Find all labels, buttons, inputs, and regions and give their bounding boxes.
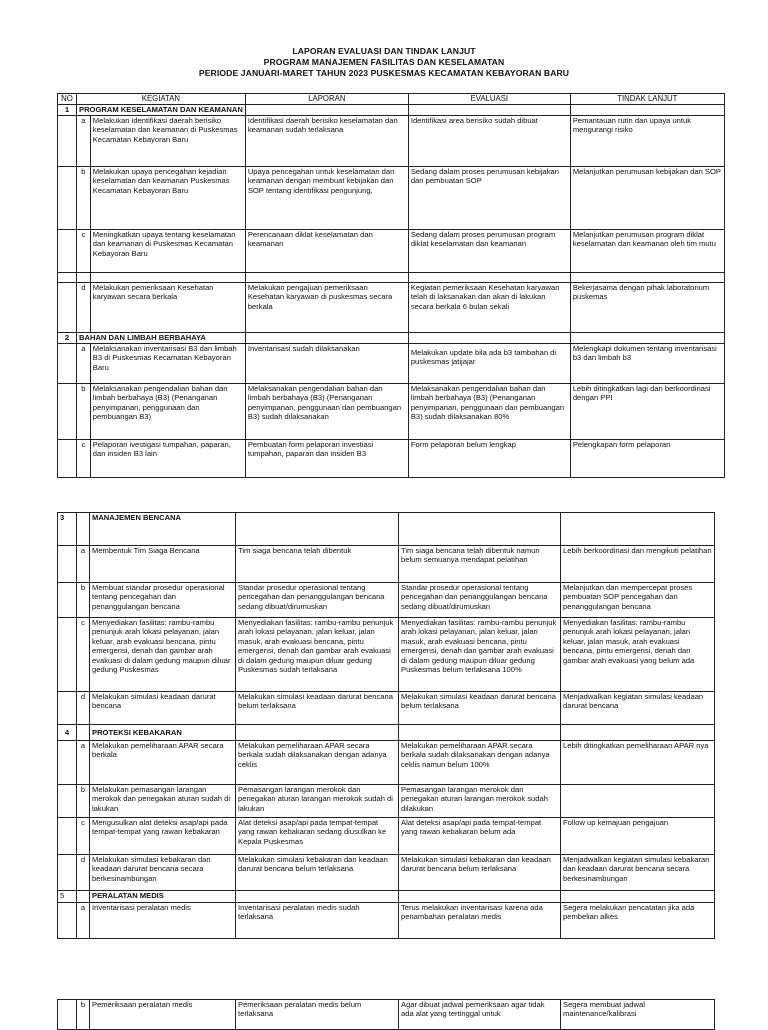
empty-cell	[561, 725, 715, 741]
empty-cell	[58, 273, 77, 283]
table-header-row	[58, 94, 725, 105]
header-evaluasi: EVALUASI	[408, 94, 570, 105]
row-letter: b	[77, 167, 91, 230]
section-title: BAHAN DAN LIMBAH BERBAHAYA	[77, 333, 246, 344]
cell-tindak-lanjut: Menyediakan fasilitas: rambu-rambu penunjuk arah lokasi pelayanan, jalan keluar, jalan masuk, arah evakuasi bencana, pintu emergensi, denah dan gambar arah evakuasi yang belum ada	[561, 618, 715, 692]
section-number: 5	[58, 891, 77, 903]
table-row	[58, 583, 715, 618]
cell-evaluasi: Alat deteksi asap/api pada tempat-tempat yang rawan kebakaran belum ada	[399, 818, 561, 855]
row-letter: a	[77, 546, 90, 583]
empty-cell	[58, 230, 77, 273]
title-line-1: LAPORAN EVALUASI DAN TINDAK LANJUT	[292, 46, 476, 56]
empty-cell	[58, 167, 77, 230]
empty-cell	[58, 855, 77, 891]
cell-laporan: Pemeriksaan peralatan medis belum terlaksana	[236, 1000, 399, 1030]
empty-cell	[408, 273, 570, 283]
empty-cell	[58, 785, 77, 818]
report-table-part-1	[57, 93, 725, 478]
row-letter: b	[77, 785, 90, 818]
empty-cell	[77, 891, 90, 903]
cell-tindak-lanjut: Pemantauan rutin dan upaya untuk mengurangi risiko	[570, 116, 724, 167]
cell-kegiatan: Melakukan simulasi kebakaran dan keadaan darurat bencana secara berkesinambungan	[90, 855, 236, 891]
cell-laporan: Perencanaan diklat keselamatan dan keamanan	[245, 230, 408, 273]
cell-kegiatan: Pelaporan ivestigasi tumpahan, paparan, dan insiden B3 lain	[90, 440, 245, 478]
cell-evaluasi: Terus melakukan inventarisasi karena ada penambahan peralatan medis	[399, 903, 561, 939]
section-number: 2	[58, 333, 77, 344]
empty-cell	[399, 891, 561, 903]
cell-evaluasi: Menyediakan fasilitas: rambu-rambu penunjuk arah lokasi pelayanan, jalan keluar, jalan masuk, arah evakuasi bencana, pintu emergensi, denah dan gambar arah evakuasi di dalam gedung maupun diluar gedung Puskesmas belum terlaksana 100%	[399, 618, 561, 692]
cell-kegiatan: Inventarisasi peralatan medis	[90, 903, 236, 939]
cell-laporan: Standar prosedur operasional tentang pencegahan dan penanggulangan bencana sedang dibuat/dirumuskan	[236, 583, 399, 618]
cell-tindak-lanjut: Follow up kemajuan pengajuan	[561, 818, 715, 855]
cell-laporan: Upaya pencegahan untuk keselamatan dan keamanan dengan membuat kebijakan dan SOP tentang identifikasi pengunjung,	[245, 167, 408, 230]
title-line-3: PERIODE JANUARI-MARET TAHUN 2023 PUSKESMAS KECAMATAN KEBAYORAN BARU	[198, 68, 570, 78]
row-letter: b	[77, 384, 91, 440]
cell-laporan: Melakukan simulasi kebakaran dan keadaan darurat bencana belum terlaksana	[236, 855, 399, 891]
table-row	[58, 116, 725, 167]
cell-tindak-lanjut: Melengkapi dokumen tentang inventarisasi b3 dan limbah b3	[570, 344, 724, 384]
cell-laporan: Tim siaga bencana telah dibentuk	[236, 546, 399, 583]
cell-kegiatan: Membentuk Tim Siaga Bencana	[90, 546, 236, 583]
section-row	[58, 891, 715, 903]
row-letter: d	[77, 283, 91, 333]
empty-cell	[58, 903, 77, 939]
table-row	[58, 741, 715, 785]
section-number: 4	[58, 725, 77, 741]
cell-evaluasi: Melakukan simulasi keadaan darurat bencana belum terlaksana	[399, 692, 561, 725]
cell-laporan: Pemasangan larangan merokok dan penegakan aturan larangan merokok sudah di lakukan	[236, 785, 399, 818]
empty-cell	[561, 513, 715, 546]
table-row	[58, 167, 725, 230]
table-row	[58, 1000, 715, 1030]
cell-kegiatan: Melakukan pemasangan larangan merokok dan penegakan aturan sudah di lakukan	[90, 785, 236, 818]
row-letter: d	[77, 692, 90, 725]
empty-cell	[58, 1000, 77, 1030]
cell-evaluasi: Melakukan pemeliharaan APAR secara berkala sudah dilaksanakan dengan adanya ceklis namun belum 100%	[399, 741, 561, 785]
section-title: PROTEKSI KEBAKARAN	[90, 725, 236, 741]
section-row	[58, 725, 715, 741]
row-letter: a	[77, 344, 91, 384]
cell-evaluasi: Pemasangan larangan merokok dan penegakan aturan larangan merokok sudah dilakukan	[399, 785, 561, 818]
cell-evaluasi: Identifikasi area berisiko sudah dibuat	[408, 116, 570, 167]
row-letter: a	[77, 741, 90, 785]
cell-tindak-lanjut: Menjadwalkan kegiatan simulasi kebakaran dan keadaan darurat bencana secara berkesinambungan	[561, 855, 715, 891]
cell-tindak-lanjut	[561, 785, 715, 818]
cell-evaluasi: Melakukan update bila ada b3 tambahan di puskesmas jatijajar	[408, 344, 570, 384]
empty-cell	[58, 440, 77, 478]
empty-cell	[236, 513, 399, 546]
empty-cell	[58, 116, 77, 167]
row-letter: c	[77, 618, 90, 692]
section-number: 1	[58, 105, 77, 116]
section-title: PERALATAN MEDIS	[90, 891, 236, 903]
cell-evaluasi: Melakukan simulasi kebakaran dan keadaan darurat bencana belum terlaksana	[399, 855, 561, 891]
table-row	[58, 384, 725, 440]
empty-cell	[58, 741, 77, 785]
section-title: MANAJEMEN BENCANA	[90, 513, 236, 546]
cell-tindak-lanjut: Menjadwalkan kegiatan simulasi keadaan darurat bencana	[561, 692, 715, 725]
cell-laporan: Identifikasi daerah berisiko keselamatan dan keamanan sudah terlaksana	[245, 116, 408, 167]
table-row	[58, 618, 715, 692]
report-table-part-2	[57, 512, 715, 939]
cell-tindak-lanjut: Segera melakukan pencatatan jika ada pembelian alkes	[561, 903, 715, 939]
table-row	[58, 546, 715, 583]
row-letter: b	[77, 1000, 90, 1030]
header-no: NO	[58, 94, 77, 105]
cell-laporan: Alat deteksi asap/api pada tempat-tempat yang rawan kebakaran sedang diusulkan ke Kepala Puskesmas	[236, 818, 399, 855]
header-kegiatan: KEGIATAN	[77, 94, 246, 105]
empty-cell	[90, 273, 245, 283]
table-row	[58, 903, 715, 939]
empty-cell	[58, 618, 77, 692]
cell-tindak-lanjut: Pelengkapan form pelaporan	[570, 440, 724, 478]
table-row	[58, 785, 715, 818]
cell-evaluasi: Sedang dalam proses perumusan program diklat keselamatan dan keamanan	[408, 230, 570, 273]
empty-cell	[77, 725, 90, 741]
row-letter: c	[77, 230, 91, 273]
section-row	[58, 105, 725, 116]
table-row	[58, 855, 715, 891]
cell-tindak-lanjut: Melanjutkan dan mempercepat proses pembuatan SOP pencegahan dan penanggulangan bencana	[561, 583, 715, 618]
empty-cell	[408, 105, 570, 116]
cell-laporan: Menyediakan fasilitas: rambu-rambu penunjuk arah lokasi pelayanan, jalan keluar, jalan masuk, arah evakuasi bencana, pintu emergensi, denah dan gambar arah evakuasi di dalam gedung maupun diluar gedung Puskesmas sudah terlaksana	[236, 618, 399, 692]
section-row	[58, 513, 715, 546]
empty-cell	[58, 344, 77, 384]
empty-cell	[77, 273, 91, 283]
row-letter: d	[77, 855, 90, 891]
document-title	[0, 46, 768, 79]
section-row	[58, 333, 725, 344]
empty-cell	[245, 273, 408, 283]
cell-tindak-lanjut: Bekerjasama dengan pihak laboratorium puskemas	[570, 283, 724, 333]
section-title: PROGRAM KESELAMATAN DAN KEAMANAN	[77, 105, 246, 116]
empty-cell	[77, 513, 90, 546]
section-number: 3	[58, 513, 77, 546]
empty-cell	[245, 333, 408, 344]
empty-cell	[58, 384, 77, 440]
empty-cell	[408, 333, 570, 344]
cell-kegiatan: Melakukan pemeriksaan Kesehatan karyawan secara berkala	[90, 283, 245, 333]
cell-kegiatan: Membuat standar prosedur operasional tentang pencegahan dan penanggulangan bencana	[90, 583, 236, 618]
empty-cell	[58, 546, 77, 583]
table-row	[58, 818, 715, 855]
cell-kegiatan: Menyediakan fasilitas: rambu-rambu penunjuk arah lokasi pelayanan, jalan keluar, arah evakuasi bencana, pintu emergensi, denah dan gambar arah evakuasi di dalam gedung maupun diluar gedung Puskesmas	[90, 618, 236, 692]
table-row	[58, 230, 725, 273]
cell-kegiatan: Melakukan identifikasi daerah berisiko keselamatan dan keamanan di Puskesmas Kecamatan Kebayoran Baru	[90, 116, 245, 167]
empty-cell	[58, 283, 77, 333]
empty-cell	[399, 513, 561, 546]
cell-tindak-lanjut: Melanjutkan perumusan kebijakan dan SOP	[570, 167, 724, 230]
cell-kegiatan: Melakukan upaya pencegahan kejadian keselamatan dan keamanan Puskesmas Kecamatan Kebayoran Baru	[90, 167, 245, 230]
cell-tindak-lanjut: Melanjutkan perumusan program diklat keselamatan dan keamanan oleh tim mutu	[570, 230, 724, 273]
cell-tindak-lanjut: Lebih berkoordinasi dan mengikuti pelatihan	[561, 546, 715, 583]
cell-evaluasi: Sedang dalam proses perumusan kebijakan dan pembuatan SOP	[408, 167, 570, 230]
cell-kegiatan: Melaksanakan pengendalian bahan dan limbah berbahaya (B3) (Penanganan penyimpanan, penggunaan dan pembuangan B3)	[90, 384, 245, 440]
empty-cell	[399, 725, 561, 741]
cell-tindak-lanjut: Segera membuat jadwal maintenance/kalibrasi	[561, 1000, 715, 1030]
empty-cell	[58, 583, 77, 618]
header-laporan: LAPORAN	[245, 94, 408, 105]
empty-cell	[236, 891, 399, 903]
cell-evaluasi: Form pelaporan belum lengkap	[408, 440, 570, 478]
cell-kegiatan: Mengusulkan alat deteksi asap/api pada tempat-tempat yang rawan kebakaran	[90, 818, 236, 855]
table-row	[58, 344, 725, 384]
empty-cell	[58, 692, 77, 725]
cell-tindak-lanjut: Lebih ditingkatkan lagi dan berkoordinasi dengan PPI	[570, 384, 724, 440]
row-letter: a	[77, 903, 90, 939]
cell-laporan: Melakukan pengajuan pemeriksaan Kesehatan karyawan di puskesmas secara berkala	[245, 283, 408, 333]
empty-cell	[570, 333, 724, 344]
cell-laporan: Inventarisasi peralatan medis sudah terlaksana	[236, 903, 399, 939]
cell-evaluasi: Tim siaga bencana telah dibentuk namun belum semuanya mendapat pelatihan	[399, 546, 561, 583]
cell-kegiatan: Melaksanakan inventarisasi B3 dan limbah B3 di Puskesmas Kecamatan Kebayoran Baru	[90, 344, 245, 384]
empty-cell	[58, 818, 77, 855]
cell-kegiatan: Pemeriksaan peralatan medis	[90, 1000, 236, 1030]
cell-evaluasi: Melaksanakan pengendalian bahan dan limbah berbahaya (B3) (Penanganan penyimpanan, penggunaan dan pembuangan B3) sudah dilaksanakan 80%	[408, 384, 570, 440]
cell-laporan: Melakukan simulasi keadaan darurat bencana belum terlaksana	[236, 692, 399, 725]
cell-kegiatan: Melakukan pemeliharaan APAR secara berkala	[90, 741, 236, 785]
empty-cell	[570, 105, 724, 116]
empty-cell	[245, 105, 408, 116]
cell-evaluasi: Standar prosedur operasional tentang pencegahan dan penanggulangan bencana sedang dibuat/dirumuskan	[399, 583, 561, 618]
row-letter: c	[77, 440, 91, 478]
table-row	[58, 283, 725, 333]
row-letter: a	[77, 116, 91, 167]
title-line-2: PROGRAM MANAJEMEN FASILITAS DAN KESELAMATAN	[263, 57, 505, 67]
cell-evaluasi: Kegiatan pemeriksaan Kesehatan karyawan telah di laksanakan dan akan di lakukan secara berkala 6 bulan sekali	[408, 283, 570, 333]
cell-kegiatan: Meningkatkan upaya tentang keselamatan dan keamanan di Puskesmas Kecamatan Kebayoran Baru	[90, 230, 245, 273]
empty-cell	[570, 273, 724, 283]
cell-laporan: Melakukan pemeliharaan APAR secara berkala sudah dilaksanakan dengan adanya ceklis	[236, 741, 399, 785]
cell-kegiatan: Melakukan simulasi keadaan darurat bencana	[90, 692, 236, 725]
header-tindak-lanjut: TINDAK LANJUT	[570, 94, 724, 105]
row-letter: b	[77, 583, 90, 618]
spacer-row	[58, 273, 725, 283]
table-row	[58, 692, 715, 725]
cell-evaluasi: Agar dibuat jadwal pemeriksaan agar tidak ada alat yang tertinggal untuk	[399, 1000, 561, 1030]
row-letter: c	[77, 818, 90, 855]
empty-cell	[236, 725, 399, 741]
cell-laporan: Pembuatan form pelaporan investiasi tumpahan, paparan dan insiden B3	[245, 440, 408, 478]
table-row	[58, 440, 725, 478]
cell-laporan: Melaksanakan pengendalian bahan dan limbah berbahaya (B3) (Penanganan penyimpanan, penggunaan dan pembuangan B3) sudah dilaksanakan	[245, 384, 408, 440]
empty-cell	[561, 891, 715, 903]
report-table-part-3	[57, 999, 715, 1030]
cell-tindak-lanjut: Lebih ditingkatkan pemeliharaan APAR nya	[561, 741, 715, 785]
cell-laporan: Inventarisasi sudah dilaksanakan	[245, 344, 408, 384]
